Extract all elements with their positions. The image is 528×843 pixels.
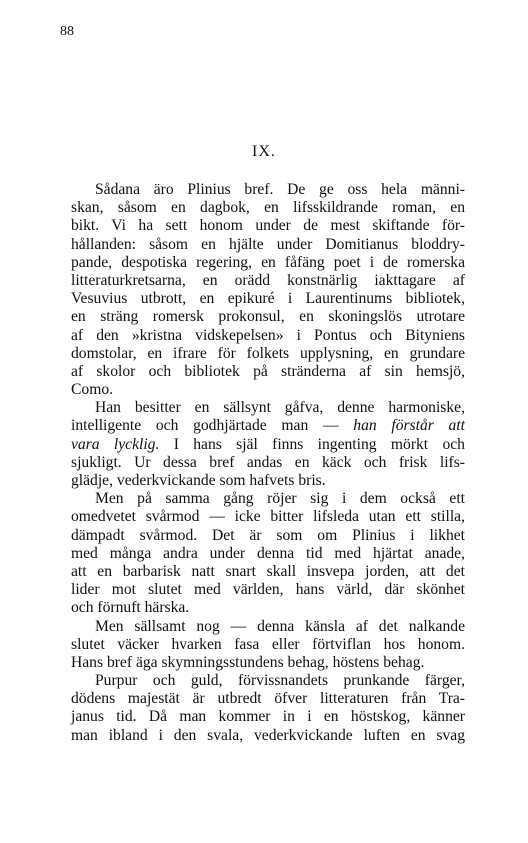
text-line: att en barbarisk natt snart skall insvepa jorden, att det — [71, 562, 465, 580]
text-line: pande, despotiska regering, en fåfäng poet i de romerska — [71, 253, 465, 271]
text-line — [71, 436, 465, 454]
page-number: 88 — [60, 24, 74, 39]
text-line: glädje, vederkvickande som hafvets bris. — [71, 472, 326, 489]
text-line: Como. — [71, 381, 114, 399]
text-line: litteraturkretsarna, en orädd konstnärlig iakttagare af — [71, 271, 465, 289]
text-line: Men sällsamt nog — denna känsla af det nalkande — [95, 617, 465, 635]
line-segment: intelligente och godhjärtade man — — [71, 417, 339, 435]
text-line: lider mot slutet med världen, hans värld, där skönhet — [71, 581, 465, 599]
text-line: en sträng romersk prokonsul, en skoningslös utrotare — [71, 308, 465, 326]
text-line: Sådana äro Plinius bref. De ge oss hela männi- — [95, 181, 465, 198]
text-line: slutet väcker hvarken fasa eller förtviflan hos honom. — [71, 635, 465, 653]
text-line: hållanden: såsom en hjälte under Domitianus bloddry- — [71, 235, 465, 253]
text-line: bikt. Vi ha sett honom under de mest skiftande för- — [71, 217, 465, 235]
text-line: man ibland i den svala, vederkvickande luften en svag — [71, 726, 465, 744]
body-text — [71, 181, 465, 745]
line-segment: I hans själ finns ingenting mörkt och — [173, 435, 465, 453]
text-line: Hans bref äga skymningsstundens behag, höstens behag. — [71, 653, 425, 671]
text-line: skan, såsom en dagbok, en lifsskildrande roman, en — [71, 199, 465, 217]
text-line — [71, 417, 465, 435]
chapter-heading: IX. — [252, 143, 276, 160]
emphasized-text: han förstår att — [353, 417, 465, 435]
text-line: sjukligt. Ur dessa bref andas en käck och frisk lifs- — [71, 453, 465, 471]
text-line: af skolor och bibliotek på stränderna af sin hemsjö, — [71, 362, 465, 380]
text-line: af den »kristna vidskepelsen» i Pontus och Bityniens — [71, 326, 465, 344]
text-line: omedvetet svårmod — icke bitter lifsleda utan ett stilla, — [71, 508, 465, 526]
text-line: dämpadt svårmod. Det är som om Plinius i likhet — [71, 526, 465, 544]
text-line: domstolar, en ifrare för folkets upplysning, en grundare — [71, 344, 465, 362]
text-line: janus tid. Då man kommer in i en höstskog, känner — [71, 708, 465, 726]
text-line: dödens majestät är utbredt öfver litteraturen från Tra- — [71, 690, 465, 708]
text-line: Men på samma gång röjer sig i dem också ett — [95, 490, 465, 508]
emphasized-text: vara lycklig. — [71, 435, 160, 453]
text-line: Han besitter en sällsynt gåfva, denne harmoniske, — [95, 399, 465, 417]
text-line: och förnuft härska. — [71, 599, 190, 617]
text-line: Vesuvius utbrott, en epikuré i Laurentinums bibliotek, — [71, 290, 465, 308]
text-line: med många andra under denna tid med hjärtat anade, — [71, 544, 465, 562]
text-line: Purpur och guld, förvissnandets prunkande färger, — [95, 672, 465, 690]
